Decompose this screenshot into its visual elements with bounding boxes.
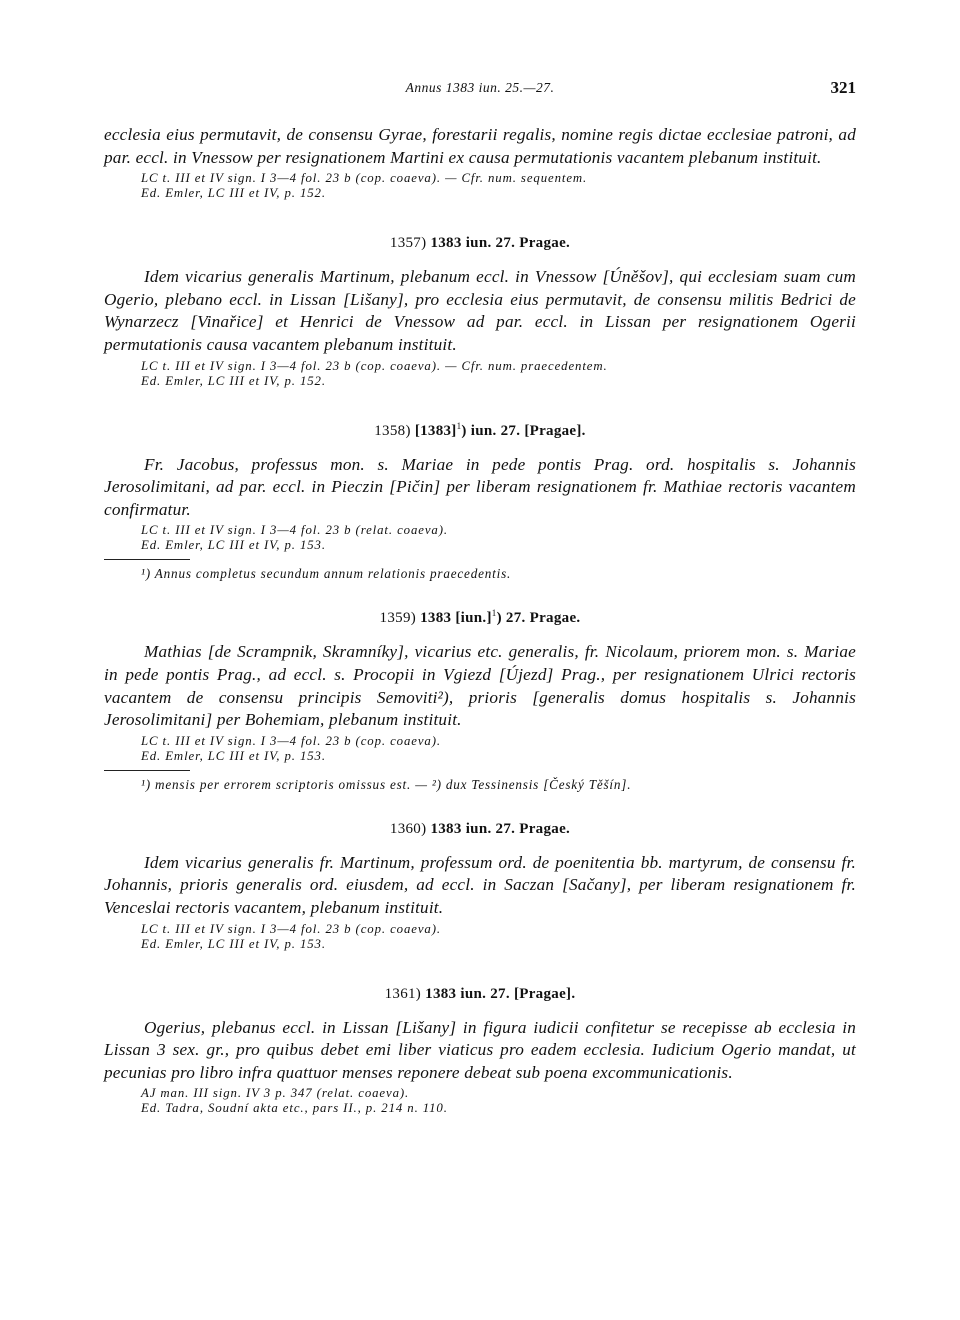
edition-reference: Ed. Emler, LC III et IV, p. 152. — [141, 373, 326, 388]
entry-heading — [104, 821, 856, 838]
entry-number: 1359) — [379, 610, 417, 627]
source-reference: LC t. III et IV sign. I 3—4 fol. 23 b (cop. coaeva). — Cfr. num. praecedentem. — [141, 358, 608, 373]
edition-reference: Ed. Emler, LC III et IV, p. 152. — [141, 186, 326, 201]
page-content — [104, 124, 856, 1116]
entry-body: ecclesia eius permutavit, de consensu Gyrae, forestarii regalis, nomine regis dictae ecclesiae patroni, ad par. eccl. in Vnessow per resignationem Martini ex causa permutationis vacantem plebanum instituit. — [104, 125, 856, 167]
source-reference: LC t. III et IV sign. I 3—4 fol. 23 b (cop. coaeva). — [141, 733, 441, 748]
entry-heading — [104, 235, 856, 252]
running-title: Annus 1383 iun. 25.—27. — [405, 80, 555, 95]
entry-continuation — [104, 124, 856, 201]
source-reference: LC t. III et IV sign. I 3—4 fol. 23 b (cop. coaeva). — Cfr. num. sequentem. — [141, 171, 588, 186]
page-number: 321 — [830, 78, 856, 97]
entry-date: 1383 iun. 27. [Pragae]. — [425, 985, 576, 1002]
footnote: ¹) Annus completus secundum annum relationis praecedentis. — [141, 566, 512, 582]
entry-date-rest: ) 27. Pragae. — [496, 610, 581, 627]
entry-body: Mathias [de Scrampnik, Skramníky], vicarius etc. generalis, fr. Nicolaum, priorem mon. s. Mariae in pede pontis Prag., ad eccl. s. Procopii in Vgiezd [Újezd] Prag., per resignationem Ulrici rectoris vacantem de consensu principis Semoviti²), prioris [generalis domus hospitalis s. Johannis Jerosolimitani] per Bohemiam, plebanum instituit. — [104, 642, 856, 730]
entry-heading — [104, 986, 856, 1003]
entry-date: 1383 [iun.] — [420, 610, 492, 627]
footnote-rule — [104, 770, 190, 771]
edition-reference: Ed. Emler, LC III et IV, p. 153. — [141, 936, 326, 951]
entry-date-rest: ) iun. 27. [Pragae]. — [461, 422, 586, 439]
entry-date: [1383] — [414, 422, 457, 439]
entry-number: 1357) — [389, 235, 427, 252]
entry-1357 — [104, 235, 856, 388]
entry-1361 — [104, 986, 856, 1117]
entry-date: 1383 iun. 27. Pragae. — [430, 235, 571, 252]
footnote-rule — [104, 559, 190, 560]
entry-body: Idem vicarius generalis fr. Martinum, professum ord. de poenitentia bb. martyrum, de consensu fr. Johannis, prioris generalis ord. eiusdem, ad eccl. in Saczan [Sačany], per liberam resignationem fr. Venceslai rectoris vacantem, plebanum instituit. — [104, 852, 856, 917]
entry-1358 — [104, 420, 856, 583]
entry-date: 1383 iun. 27. Pragae. — [430, 820, 571, 837]
entry-number: 1360) — [389, 820, 427, 837]
entry-body: Fr. Jacobus, professus mon. s. Mariae in pede pontis Prag. ord. hospitalis s. Johannis Jerosolimitani, ad par. eccl. in Pieczin [Pičin] per liberam resignationem fr. Mathiae rectoris vacantem confirmatur. — [104, 454, 856, 519]
entry-1360 — [104, 821, 856, 952]
running-head — [104, 80, 856, 102]
entry-number: 1358) — [374, 422, 411, 439]
source-reference: LC t. III et IV sign. I 3—4 fol. 23 b (cop. coaeva). — [141, 921, 441, 936]
entry-heading — [104, 420, 856, 440]
entry-body: Ogerius, plebanus eccl. in Lissan [Lišany] in figura iudicii confitetur se recepisse ab ecclesia in Lissan 3 sex. gr., pro quibus debet emi liber viaticus pro eadem ecclesia. Iudicium Ogerio mandat, ut pecunias pro libro infra quattuor menses reponere debeat sub poena excommunicationis. — [104, 1017, 856, 1082]
entry-heading — [104, 610, 856, 627]
entry-1359 — [104, 610, 856, 792]
source-reference: LC t. III et IV sign. I 3—4 fol. 23 b (relat. coaeva). — [141, 523, 448, 538]
entry-number: 1361) — [384, 985, 422, 1002]
footnote-marker: 1 — [456, 420, 462, 431]
edition-reference: Ed. Emler, LC III et IV, p. 153. — [141, 748, 326, 763]
edition-reference: Ed. Emler, LC III et IV, p. 153. — [141, 538, 326, 553]
footnote-marker: 1 — [491, 608, 497, 619]
footnote: ¹) mensis per errorem scriptoris omissus est. — ²) dux Tessinensis [Český Těšín]. — [141, 776, 632, 792]
entry-body: Idem vicarius generalis Martinum, plebanum eccl. in Vnessow [Úněšov], qui ecclesiam suam cum Ogerio, plebano eccl. in Lissan [Lišany], pro ecclesia eius permutavit, de consensu militis Bedrici de Wynarzecz [Vinařice] et Henrici de Vnessow ad par. eccl. in Lissan per resignationem Ogerii permutationis causa vacantem plebanum instituit. — [104, 267, 856, 354]
edition-reference: Ed. Tadra, Soudní akta etc., pars II., p. 214 n. 110. — [141, 1101, 448, 1116]
source-reference: AJ man. III sign. IV 3 p. 347 (relat. coaeva). — [141, 1086, 410, 1101]
